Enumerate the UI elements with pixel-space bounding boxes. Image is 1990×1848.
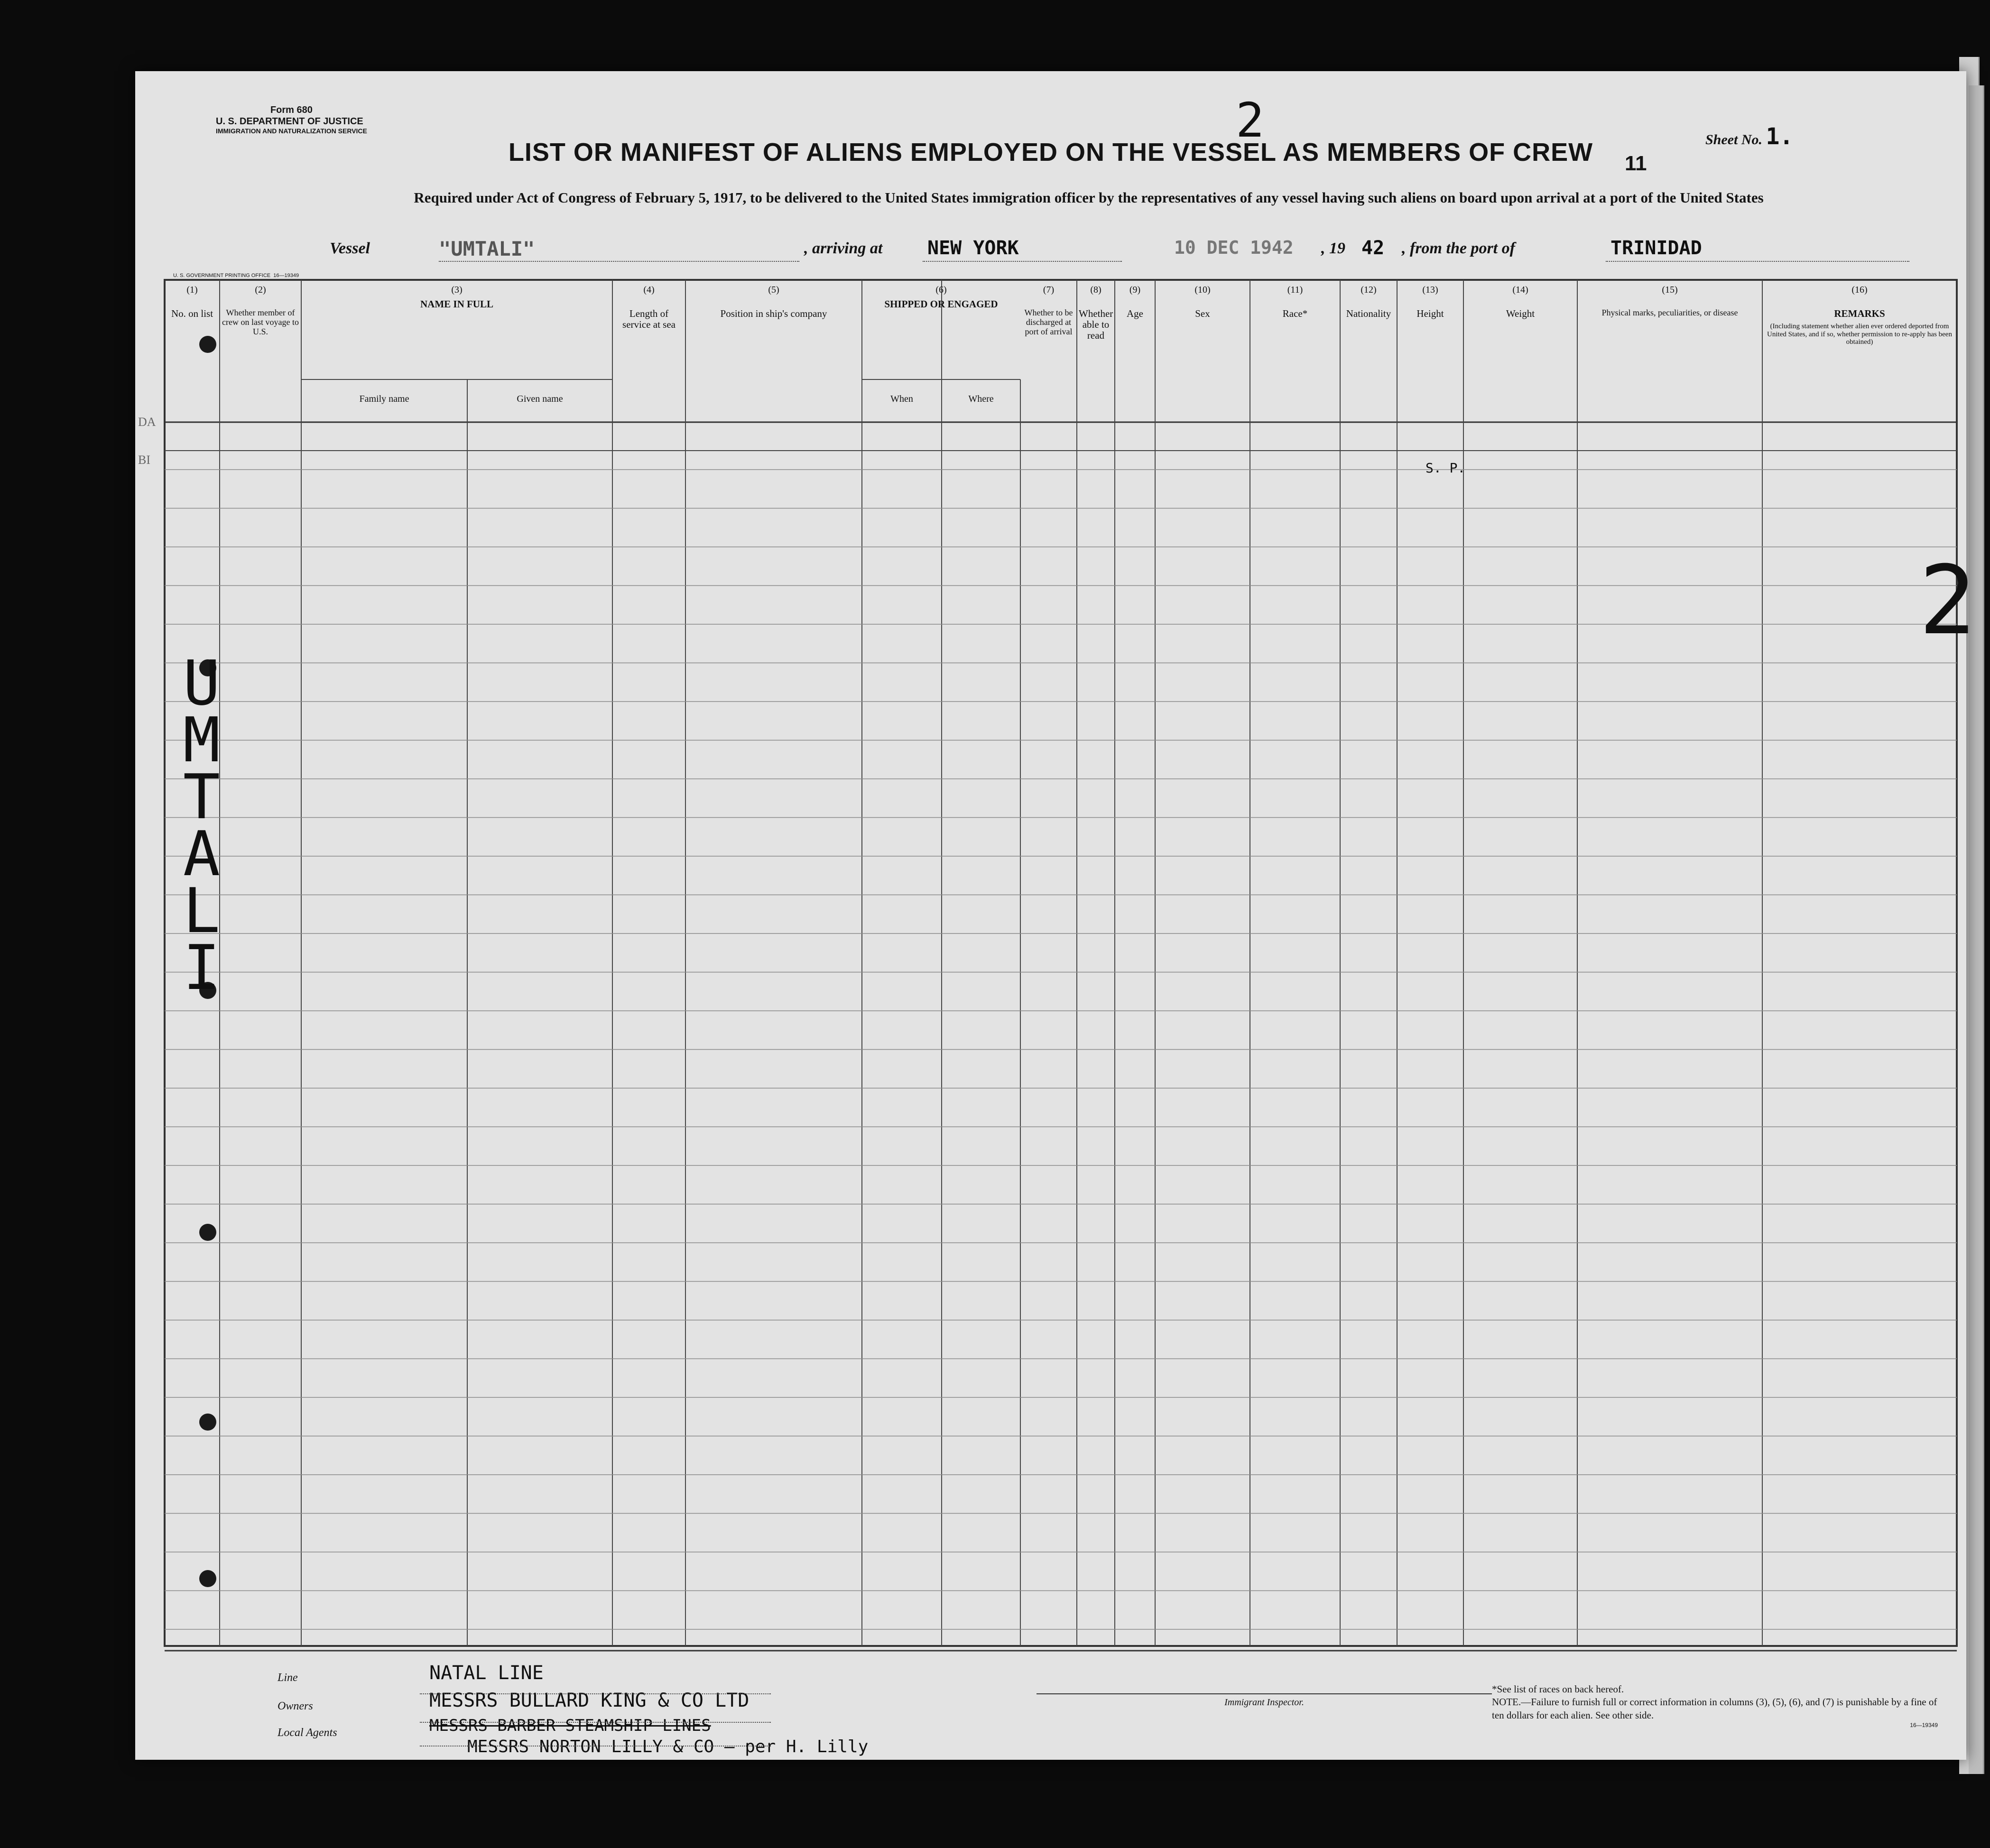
right-margin-number: 2	[1919, 545, 1976, 656]
column-number: (12)	[1361, 285, 1377, 295]
from-port: TRINIDAD	[1611, 237, 1702, 259]
column-number: (7)	[1043, 285, 1055, 295]
column-number: (9)	[1129, 285, 1141, 295]
column-header: Length of service at sea	[622, 308, 676, 331]
column-subheader: Where	[968, 394, 994, 404]
column-header: Position in ship's company	[720, 308, 827, 319]
column-number: (15)	[1662, 285, 1678, 295]
column-subheader: Family name	[359, 394, 409, 404]
department: U. S. DEPARTMENT OF JUSTICE	[216, 116, 363, 127]
footer-notes	[1492, 1683, 1938, 1729]
column-header: Nationality	[1346, 308, 1391, 319]
margin-vessel-name: UMTALI	[183, 647, 221, 1004]
owners-label: Owners	[278, 1700, 313, 1712]
column-header: No. on list	[171, 308, 213, 319]
column-subheader: Given name	[517, 394, 563, 404]
column-number: (6)	[935, 285, 947, 295]
penalty-note: NOTE.—Failure to furnish full or correct information in columns (3), (5), (6), and (7) is punishable by a fine of ten dollars for each alien. See other side.	[1492, 1696, 1937, 1721]
column-header: Weight	[1506, 308, 1535, 319]
stacked-page-edge	[1969, 85, 1984, 1774]
arrival-port: NEW YORK	[927, 237, 1019, 259]
column-number: (3)	[451, 285, 463, 295]
form-number: Form 680	[270, 105, 313, 115]
column-subheader: When	[890, 394, 913, 404]
column-number: (4)	[643, 285, 655, 295]
vessel-label: Vessel	[330, 240, 370, 257]
column-number: (14)	[1512, 285, 1528, 295]
column-number: (1)	[186, 285, 198, 295]
form-header	[216, 104, 367, 135]
service-name: IMMIGRATION AND NATURALIZATION SERVICE	[216, 127, 367, 135]
stamp-number: 11	[1625, 152, 1647, 175]
year-label: , 19	[1321, 240, 1345, 257]
weight-note: S. P.	[1425, 460, 1466, 476]
column-header: Height	[1416, 308, 1444, 319]
footer-code: 16—19349	[1910, 1721, 1938, 1728]
owners-value: MESSRS BULLARD KING & CO LTD	[429, 1690, 750, 1711]
sheet-label: Sheet No.	[1705, 132, 1762, 148]
punch-hole	[199, 1570, 216, 1587]
punch-hole	[199, 1224, 216, 1241]
column-header: Race*	[1282, 308, 1308, 319]
column-header: Whether able to read	[1079, 308, 1113, 342]
column-number: (2)	[255, 285, 266, 295]
column-header: Age	[1127, 308, 1143, 319]
column-number: (16)	[1851, 285, 1868, 295]
column-number: (8)	[1090, 285, 1101, 295]
vessel-name: "UMTALI"	[439, 237, 535, 260]
line-value: NATAL LINE	[429, 1662, 544, 1684]
agents-struck: MESSRS BARBER STEAMSHIP LINES	[429, 1716, 711, 1735]
printing-office: U. S. GOVERNMENT PRINTING OFFICE 16—19349	[173, 273, 299, 278]
races-note: *See list of races on back hereof.	[1492, 1683, 1624, 1695]
punch-hole	[199, 1414, 216, 1431]
arrival-year: 42	[1361, 237, 1385, 259]
handwritten-mark: 2	[1236, 92, 1265, 148]
column-header: REMARKS	[1834, 308, 1885, 319]
agents-label: Local Agents	[278, 1727, 337, 1739]
column-number: (10)	[1194, 285, 1211, 295]
page-title: LIST OR MANIFEST OF ALIENS EMPLOYED ON THE VESSEL AS MEMBERS OF CREW	[508, 138, 1593, 166]
column-header: Sex	[1195, 308, 1210, 319]
column-number: (5)	[768, 285, 779, 295]
arrival-date-stamp: 10 DEC 1942	[1174, 237, 1294, 258]
from-label: , from the port of	[1402, 240, 1515, 257]
agents-value: MESSRS NORTON LILLY & CO — per H. Lilly	[467, 1737, 869, 1756]
column-header: NAME IN FULL	[420, 298, 493, 310]
arriving-label: , arriving at	[804, 240, 883, 257]
line-label: Line	[278, 1672, 298, 1684]
left-margin-marks: DA BI	[138, 415, 156, 467]
column-note: (Including statement whether alien ever ordered deported from United States, and if so, whether permission to re-apply has been obtained)	[1767, 323, 1952, 346]
column-number: (13)	[1422, 285, 1438, 295]
column-header: Whether member of crew on last voyage to U.S.	[222, 308, 299, 336]
punch-hole	[199, 336, 216, 353]
column-number: (11)	[1287, 285, 1303, 295]
column-header: Whether to be discharged at port of arrival	[1024, 308, 1073, 336]
inspector-label: Immigrant Inspector.	[1224, 1697, 1304, 1708]
manifest-sheet	[135, 71, 1976, 1760]
column-header: SHIPPED OR ENGAGED	[884, 298, 998, 310]
page-subtitle: Required under Act of Congress of February 5, 1917, to be delivered to the United States immigration officer by the representatives of any vessel having such aliens on board upon arrival at a port of the United States	[414, 189, 1764, 206]
footer-block	[278, 1655, 1037, 1756]
column-header: Physical marks, peculiarities, or disease	[1601, 308, 1738, 317]
sheet-value: 1.	[1766, 123, 1794, 150]
